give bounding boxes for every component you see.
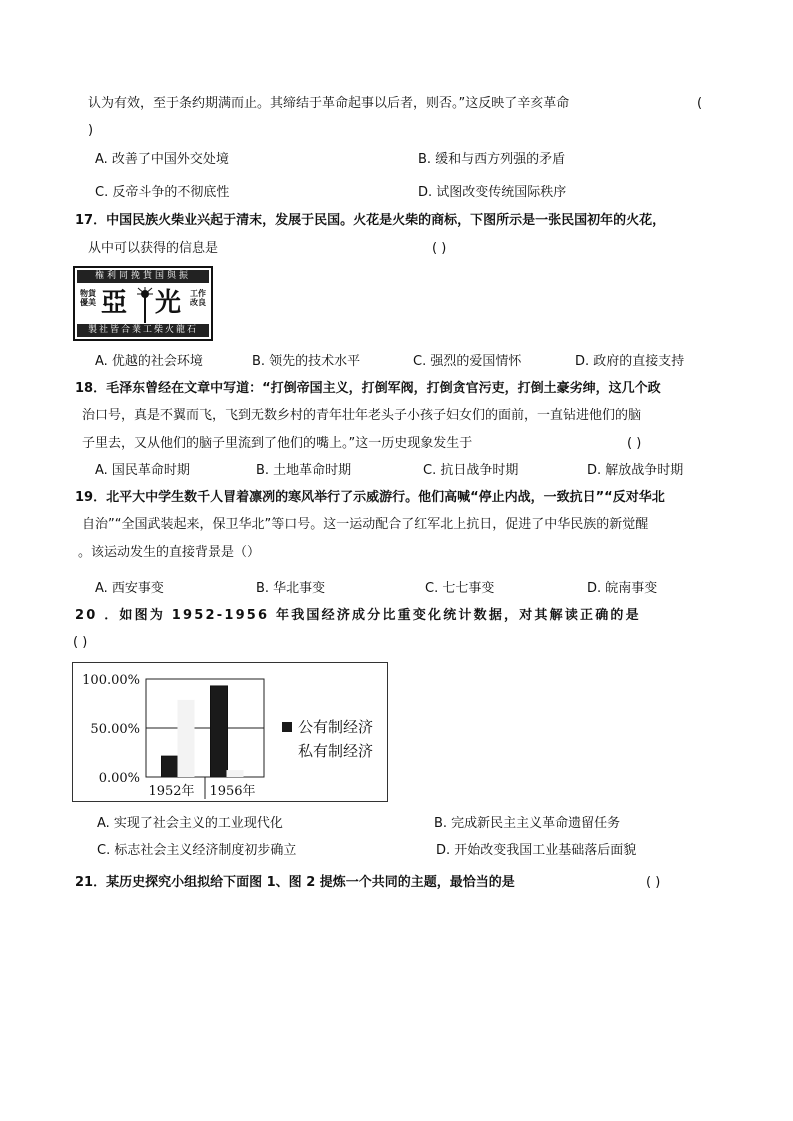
- q16-paren-close: ): [88, 123, 94, 138]
- q16-option-d[interactable]: D. 试图改变传统国际秩序: [418, 185, 567, 200]
- bar-public-1952年: [162, 756, 179, 777]
- match-label-bottom-text: 製社皆合業工柴火龍石: [77, 324, 209, 337]
- q17-option-d[interactable]: D. 政府的直接支持: [575, 354, 685, 369]
- q18-stem-line2: 治口号，真是不翼而飞，飞到无数乡村的青年壮年老头子小孩子妇女们的面前，一直钻进他们的脑: [82, 408, 642, 423]
- q18-stem-line1: 18．毛泽东曾经在文章中写道：“打倒帝国主义，打倒军阀，打倒贪官污吏，打倒土豪劣绅，这几个政: [75, 381, 661, 396]
- q18-option-c[interactable]: C. 抗日战争时期: [423, 463, 519, 478]
- q21-stem-line1: 21．某历史探究小组拟给下面图 1、图 2 提炼一个共同的主题，最恰当的是: [75, 875, 515, 890]
- q17-stem-line2: 从中可以获得的信息是: [88, 241, 219, 256]
- y-tick-label: 50.00%: [90, 722, 140, 737]
- q17-option-b[interactable]: B. 领先的技术水平: [252, 354, 361, 369]
- match-label-top-text: 権利同挽貨国與振: [77, 270, 209, 283]
- q18-option-a[interactable]: A. 国民革命时期: [95, 463, 190, 478]
- q17-option-a[interactable]: A. 优越的社会环境: [95, 354, 203, 369]
- q17-option-c[interactable]: C. 强烈的爱国情怀: [413, 354, 522, 369]
- bar-public-1956年: [211, 686, 228, 777]
- q20-option-d[interactable]: D. 开始改变我国工业基础落后面貌: [436, 843, 637, 858]
- q19-stem-line1: 19．北平大中学生数千人冒着凛冽的寒风举行了示威游行。他们高喊“停止内战，一致抗日”“反对华北: [75, 490, 665, 505]
- q16-option-b[interactable]: B. 缓和与西方列强的矛盾: [418, 152, 566, 167]
- legend-swatch-public: [282, 722, 292, 732]
- q17-stem-line1: 17．中国民族火柴业兴起于清末，发展于民国。火花是火柴的商标，下图所示是一张民国初年的火花，: [75, 213, 666, 228]
- q18-paren: ( ): [627, 436, 642, 451]
- q18-option-b[interactable]: B. 土地革命时期: [256, 463, 352, 478]
- q20-stem-line1: 20 ．如图为 1952-1956 年我国经济成分比重变化统计数据，对其解读正确的是: [75, 608, 641, 623]
- q16-stem-line1: 认为有效，至于条约期满而止。其缔结于革命起事以后者，则否。”这反映了辛亥革命: [88, 96, 570, 111]
- match-label-char-2: 光: [155, 288, 182, 318]
- q18-option-d[interactable]: D. 解放战争时期: [587, 463, 684, 478]
- match-label-right-text: 工作改良: [190, 289, 206, 307]
- q19-option-d[interactable]: D. 皖南事变: [587, 581, 658, 596]
- y-tick-label: 0.00%: [98, 771, 140, 786]
- q21-paren: ( ): [646, 875, 661, 890]
- match-label-left-text: 物貨優美: [80, 289, 96, 307]
- bar-private-1952年: [178, 700, 195, 777]
- x-tick-label: 1956年: [209, 784, 256, 799]
- q20-option-b[interactable]: B. 完成新民主主义革命遗留任务: [434, 816, 621, 831]
- q20-stem-line2: ( ): [73, 635, 88, 650]
- y-tick-label: 100.00%: [82, 673, 140, 688]
- x-tick-label: 1952年: [148, 784, 195, 799]
- bar-private-1956年: [227, 770, 244, 777]
- economy-share-bar-chart: [72, 662, 388, 802]
- q16-option-c[interactable]: C. 反帝斗争的不彻底性: [95, 185, 230, 200]
- q19-option-b[interactable]: B. 华北事变: [256, 581, 326, 596]
- match-label-image: [73, 266, 213, 341]
- q17-paren: ( ): [432, 241, 447, 256]
- q19-option-a[interactable]: A. 西安事变: [95, 581, 164, 596]
- q16-option-a[interactable]: A. 改善了中国外交处境: [95, 152, 229, 167]
- q19-stem-line2: 自治”“全国武装起来，保卫华北”等口号。这一运动配合了红军北上抗日，促进了中华民族的新觉醒: [82, 517, 649, 532]
- q20-option-a[interactable]: A. 实现了社会主义的工业现代化: [97, 816, 283, 831]
- q19-stem-line3: 。该运动发生的直接背景是（）: [78, 545, 261, 560]
- torch-icon: [137, 287, 153, 323]
- q20-option-c[interactable]: C. 标志社会主义经济制度初步确立: [97, 843, 297, 858]
- q19-option-c[interactable]: C. 七七事变: [425, 581, 495, 596]
- legend-label-private: 私有制经济: [298, 742, 374, 760]
- match-label-char-1: 亞: [101, 288, 128, 318]
- legend-label-public: 公有制经济: [298, 718, 374, 736]
- q16-paren-open: (: [697, 96, 703, 111]
- q18-stem-line3: 子里去，又从他们的脑子里流到了他们的嘴上。”这一历史现象发生于: [82, 436, 473, 451]
